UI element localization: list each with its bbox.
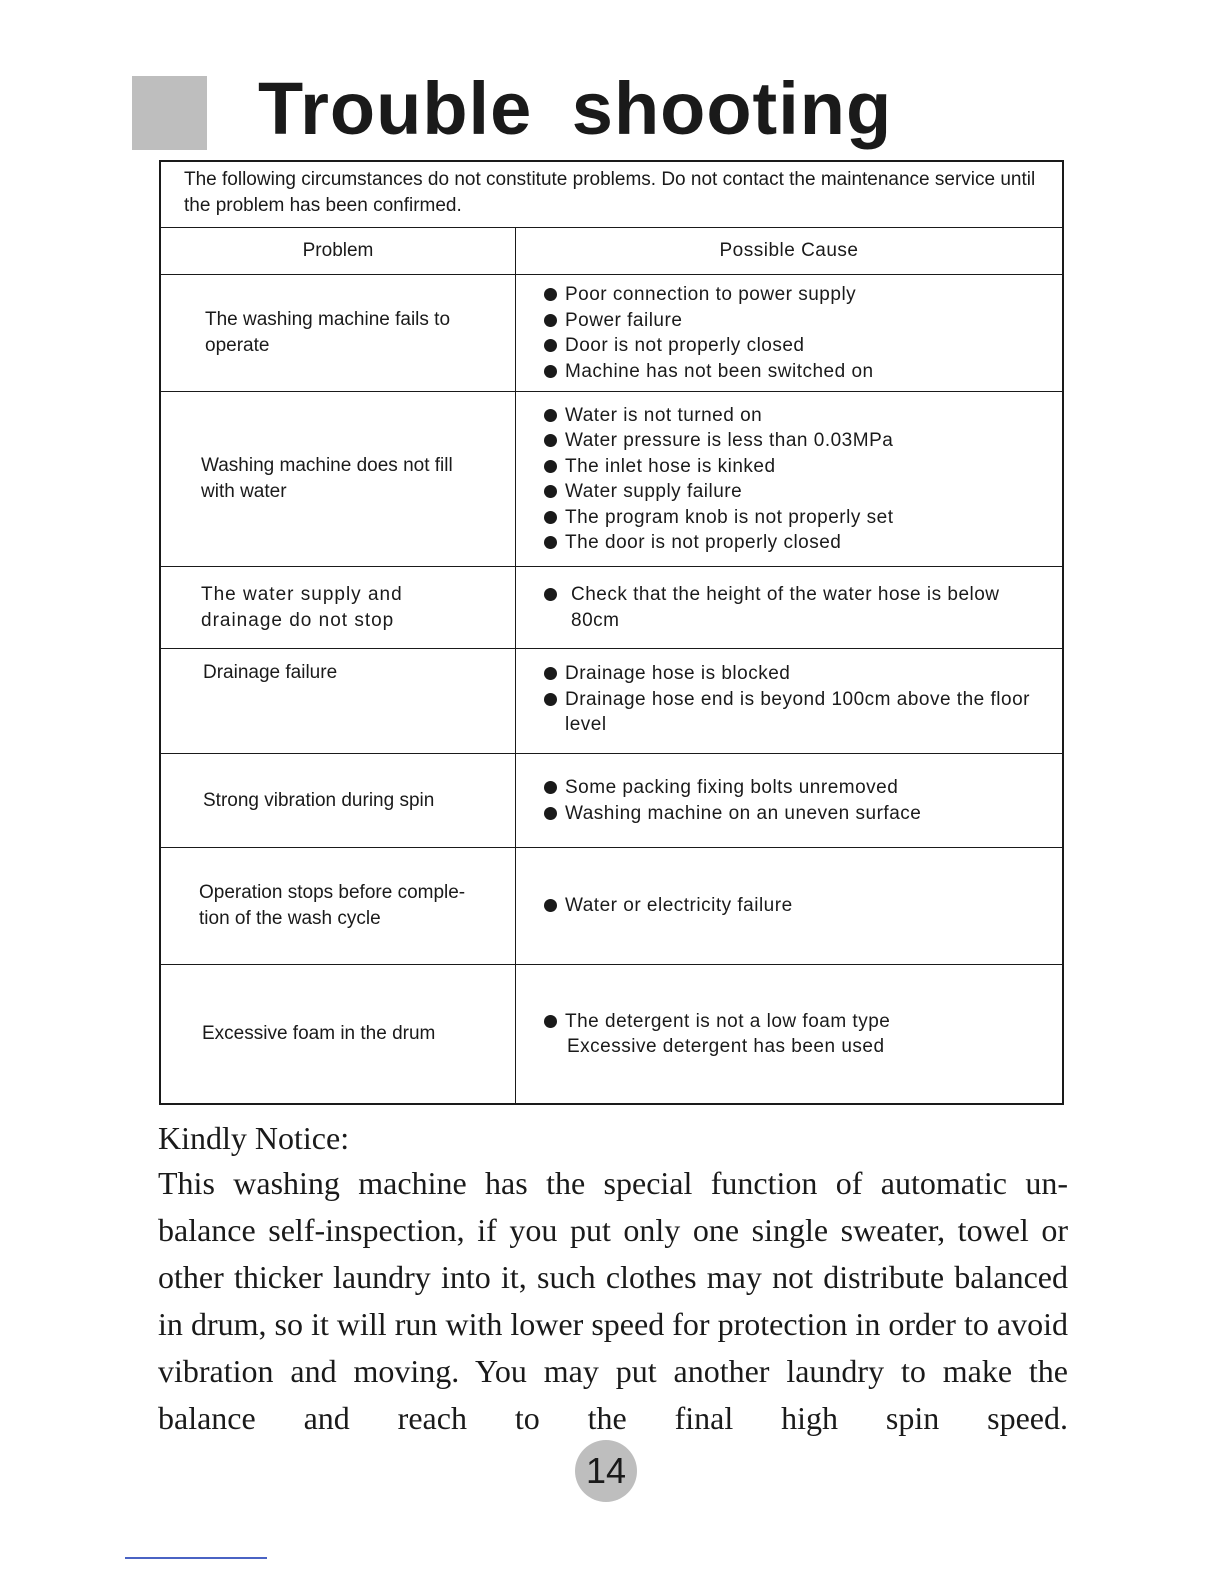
table-header-row — [161, 228, 1062, 275]
cause-item: The program knob is not properly set — [543, 505, 894, 531]
cause-list — [543, 1009, 890, 1060]
header-gray-square — [132, 76, 207, 150]
troubleshooting-table — [159, 160, 1064, 1105]
cause-item: The door is not properly closed — [543, 530, 894, 556]
cause-item: Water or electricity failure — [543, 893, 793, 919]
cause-item: The inlet hose is kinked — [543, 454, 894, 480]
table-row — [161, 649, 1062, 754]
cause-item: The detergent is not a low foam type — [543, 1009, 890, 1035]
table-row — [161, 965, 1062, 1103]
table-intro: The following circumstances do not constitute problems. Do not contact the maintenance service until the problem has been confirmed. — [161, 162, 1062, 228]
page-number: 14 — [575, 1440, 637, 1502]
table-row — [161, 275, 1062, 392]
cause-cell — [516, 965, 1062, 1103]
cause-item: Washing machine on an uneven surface — [543, 801, 921, 827]
cause-item: Machine has not been switched on — [543, 359, 874, 385]
cause-item: Water is not turned on — [543, 403, 894, 429]
cause-cell — [516, 275, 1062, 391]
problem-cell: Strong vibration during spin — [161, 754, 516, 847]
cause-list — [543, 893, 793, 919]
cause-list — [543, 582, 1042, 633]
table-row — [161, 754, 1062, 848]
cause-item: Door is not properly closed — [543, 333, 874, 359]
table-row — [161, 848, 1062, 965]
cause-item: Poor connection to power supply — [543, 282, 874, 308]
problem-cell: Drainage failure — [161, 649, 516, 753]
cause-continuation: Excessive detergent has been used — [567, 1036, 885, 1057]
cause-item: Some packing fixing bolts unremoved — [543, 775, 921, 801]
cause-cell — [516, 649, 1062, 753]
column-header-cause: Possible Cause — [719, 240, 859, 262]
notice-heading: Kindly Notice: — [158, 1120, 350, 1156]
problem-cell: Operation stops before comple-tion of the wash cycle — [161, 848, 516, 964]
problem-cell: The water supply and drainage do not stop — [161, 567, 516, 648]
cause-list — [543, 661, 1042, 738]
cause-item: Water supply failure — [543, 479, 894, 505]
notice-body: This washing machine has the special function of automatic un-balance self-inspection, if you put only one single sweater, towel or other thicker laundry into it, such clothes may not distribute balanced in drum, so it will run with lower speed for protection in order to avoid vibration and moving. You may put another laundry to make the balance and reach to the final high spin speed. — [158, 1165, 1068, 1436]
problem-cell: Washing machine does not fill with water — [161, 392, 516, 566]
page-title: Trouble shooting — [258, 67, 893, 150]
table-row — [161, 392, 1062, 567]
cause-item: Check that the height of the water hose is below 80cm — [543, 582, 1042, 633]
column-header-problem: Problem — [161, 228, 516, 274]
cause-cell — [516, 848, 1062, 964]
table-row — [161, 567, 1062, 649]
cause-list — [543, 775, 921, 826]
cause-list — [543, 403, 894, 556]
footer-rule — [125, 1557, 267, 1559]
cause-list — [543, 282, 874, 384]
cause-item: Drainage hose is blocked — [543, 661, 1042, 687]
cause-item: Drainage hose end is beyond 100cm above the floor level — [543, 687, 1042, 738]
problem-cell: The washing machine fails to operate — [161, 275, 516, 391]
cause-cell — [516, 567, 1062, 648]
cause-item: Power failure — [543, 308, 874, 334]
problem-cell: Excessive foam in the drum — [161, 965, 516, 1103]
cause-cell — [516, 392, 1062, 566]
cause-cell — [516, 754, 1062, 847]
cause-item: Water pressure is less than 0.03MPa — [543, 428, 894, 454]
